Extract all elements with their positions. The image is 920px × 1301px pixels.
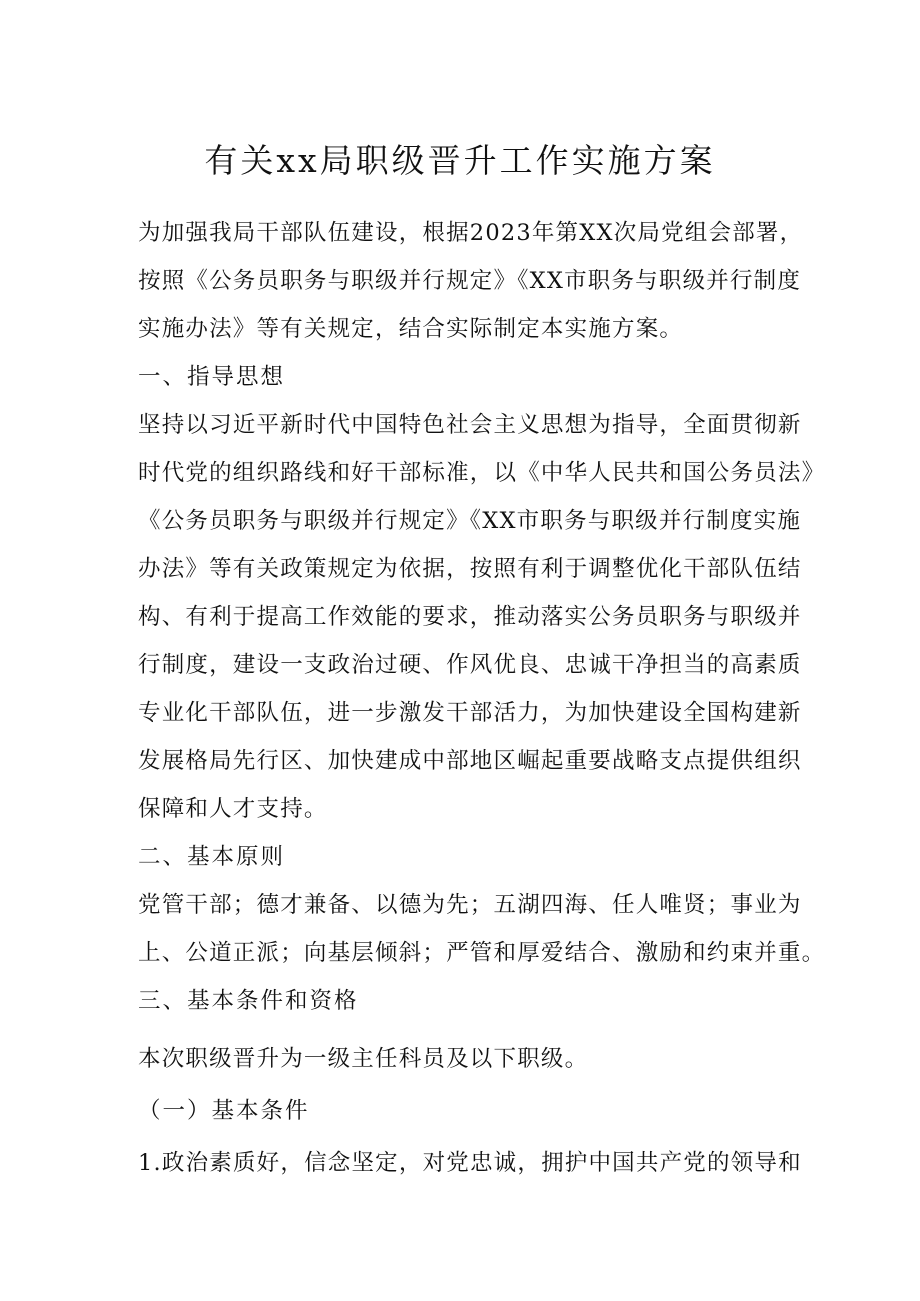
section-heading-basic-conditions: 三、基本条件和资格 <box>138 988 359 1014</box>
section1-line-3: 《公务员职务与职级并行规定》《XX市职务与职级并行制度实施 <box>138 508 802 534</box>
section1-line-5: 构、有利于提高工作效能的要求，推动落实公务员职务与职级并 <box>138 604 802 630</box>
section1-line-4: 办法》等有关政策规定为依据，按照有利于调整优化干部队伍结 <box>138 556 802 582</box>
section1-line-9: 保障和人才支持。 <box>138 796 328 822</box>
section1-line-1: 坚持以习近平新时代中国特色社会主义思想为指导，全面贯彻新 <box>138 412 802 438</box>
document-title: 有关xx局职级晋升工作实施方案 <box>204 141 716 180</box>
section-heading-basic-principles: 二、基本原则 <box>138 844 286 870</box>
section-heading-guiding-ideology: 一、指导思想 <box>138 364 286 390</box>
section3-line-1: 本次职级晋升为一级主任科员及以下职级。 <box>138 1046 589 1072</box>
section1-line-7: 专业化干部队伍，进一步激发干部活力，为加快建设全国构建新 <box>138 700 802 726</box>
intro-line-3: 实施办法》等有关规定，结合实际制定本实施方案。 <box>138 316 684 342</box>
section2-line-2: 上、公道正派；向基层倾斜；严管和厚爱结合、激励和约束并重。 <box>138 940 826 966</box>
section1-line-6: 行制度，建设一支政治过硬、作风优良、忠诚干净担当的高素质 <box>138 652 802 678</box>
subsection1-line-1: 1.政治素质好，信念坚定，对党忠诚，拥护中国共产党的领导和 <box>138 1150 802 1176</box>
subsection-heading-basic-conditions: （一）基本条件 <box>138 1098 310 1124</box>
intro-line-2: 按照《公务员职务与职级并行规定》《XX市职务与职级并行制度 <box>138 268 802 294</box>
section2-line-1: 党管干部；德才兼备、以德为先；五湖四海、任人唯贤；事业为 <box>138 892 802 918</box>
section1-line-2: 时代党的组织路线和好干部标准，以《中华人民共和国公务员法》 <box>138 460 826 486</box>
intro-line-1: 为加强我局干部队伍建设，根据2023年第XX次局党组会部署， <box>138 220 804 246</box>
section1-line-8: 发展格局先行区、加快建成中部地区崛起重要战略支点提供组织 <box>138 748 802 774</box>
